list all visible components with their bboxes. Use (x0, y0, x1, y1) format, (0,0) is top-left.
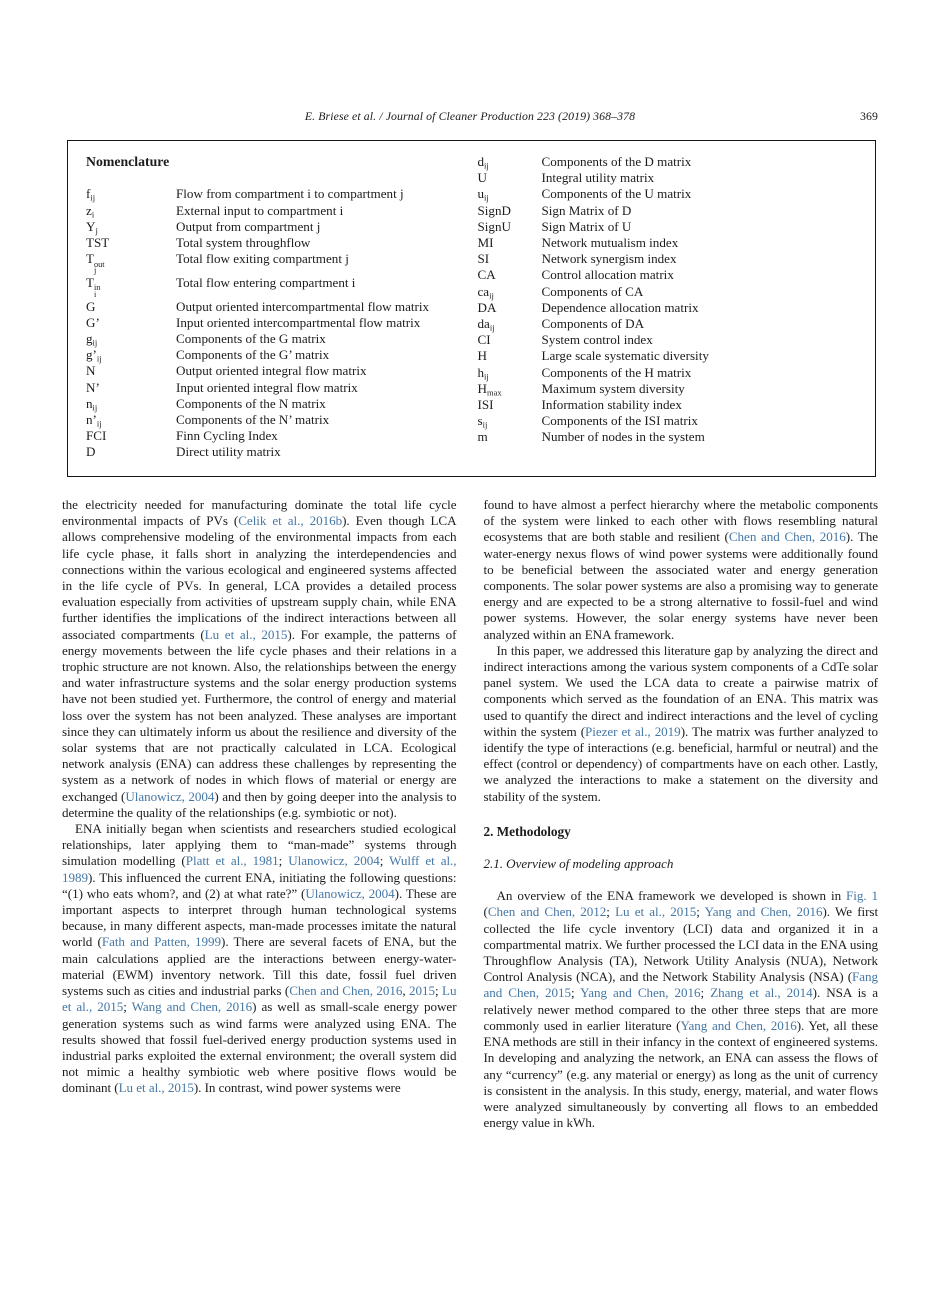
citation-link[interactable]: Platt et al., 1981 (185, 853, 279, 869)
symbol: $d_{ij}$ (477, 154, 489, 171)
citation-link[interactable]: Fig. 1 (846, 888, 879, 904)
definition: Total flow entering compartment i (176, 274, 356, 290)
nomenclature-entry (86, 186, 466, 202)
nomenclature-entry (478, 332, 858, 348)
citation-link[interactable]: Celik et al., 2016b (238, 513, 343, 529)
nomenclature-entry (478, 284, 858, 300)
nomenclature-entry (478, 235, 858, 251)
symbol: m (477, 429, 488, 445)
text-run: ; (696, 904, 705, 920)
citation-link[interactable]: Yang and Chen, 2016 (580, 985, 701, 1001)
definition: Input oriented integral flow matrix (176, 379, 358, 395)
citation-link[interactable]: Wulff et al., 1989 (62, 853, 457, 885)
symbol: CA (477, 267, 496, 283)
symbol: $H_{max}$ (477, 380, 502, 398)
definition: Integral utility matrix (541, 170, 655, 186)
text-run: ; (123, 999, 132, 1015)
definition: Dependence allocation matrix (541, 299, 699, 315)
citation-link[interactable]: Yang and Chen, 2016 (704, 904, 823, 920)
symbol: DA (477, 299, 497, 315)
symbol: $ca_{ij}$ (477, 283, 494, 301)
symbol: $z_i$ (86, 202, 95, 220)
paragraph (62, 497, 457, 821)
nomenclature-entry (86, 235, 466, 251)
definition: External input to compartment i (176, 202, 344, 218)
definition: Components of DA (541, 316, 645, 332)
text-run: ). We first collected the life cycle inventory (LCI) data and organized it in a compartmental matrix. We further processed the LCI data in the ENA using Throughflow Analysis (TA), Network Utility Analysis (NUA), Network Control Analysis (NCA), and the Network Stability Analysis (NSA) ( (483, 904, 879, 985)
text-run: An overview of the ENA framework we developed is shown in (496, 888, 847, 904)
definition: Components of the H matrix (541, 364, 692, 380)
nomenclature-entry (478, 203, 858, 219)
definition: Components of the N matrix (176, 395, 326, 411)
text-run: ; (379, 853, 390, 869)
running-header (62, 109, 878, 124)
spacer (86, 170, 466, 186)
nomenclature-entry (86, 363, 466, 379)
nomenclature-entry (478, 219, 858, 235)
body-text (62, 497, 878, 1131)
nomenclature-entry (478, 300, 858, 316)
citation-link[interactable]: Fath and Patten, 1999 (101, 934, 222, 950)
nomenclature-entry (86, 275, 466, 299)
citation-link[interactable]: Ulanowicz, 2004 (288, 853, 380, 869)
symbol: SignU (477, 218, 511, 234)
text-run: , (402, 983, 410, 999)
text-run: In this paper, we addressed this literature gap by analyzing the direct and indirect interactions among the various system components of a CdTe solar panel system. We used the LCA data to create a pairwise matrix of components which served as the foundation of an ENA. This matrix was used to quantify the direct and indirect interactions and the level of cycling within the system ( (483, 642, 878, 739)
page-number: 369 (860, 109, 878, 123)
text-run: ENA initially began when scientists and researchers studied ecological relationships, later applying them to “man-made” systems through simulation modelling ( (62, 821, 457, 869)
symbol: H (477, 348, 487, 364)
definition: Sign Matrix of D (541, 202, 632, 218)
text-run: ( (483, 904, 488, 920)
text-run: ). NSA is a relatively newer method compared to the other three steps that are more commonly used in earlier literature ( (483, 985, 879, 1033)
definition: Input oriented intercompartmental flow matrix (176, 314, 421, 330)
nomenclature-left-column (86, 154, 466, 461)
text-run: found to have almost a perfect hierarchy where the metabolic components of the system were linked to each other with flows resembling natural ecosystems that are both stable and resilient ( (483, 497, 878, 545)
nomenclature-title: Nomenclature (86, 154, 170, 169)
definition: Information stability index (541, 397, 682, 413)
definition: Components of the ISI matrix (541, 413, 698, 429)
definition: Components of the G’ matrix (176, 347, 330, 363)
symbol: $da_{ij}$ (477, 316, 495, 333)
nomenclature-entry (478, 429, 858, 445)
symbol: ISI (477, 397, 494, 413)
nomenclature-entry (86, 331, 466, 347)
left-column (62, 497, 457, 1131)
definition: Sign Matrix of U (541, 218, 632, 234)
citation-link[interactable]: Zhang et al., 2014 (710, 985, 813, 1001)
definition: Components of CA (541, 283, 644, 299)
citation-link[interactable]: Chen and Chen, 2016 (289, 983, 403, 999)
citation-link[interactable]: Chen and Chen, 2012 (487, 904, 607, 920)
definition: Large scale systematic diversity (541, 348, 709, 364)
citation-link[interactable]: Fang and Chen, 2015 (483, 969, 878, 1001)
nomenclature-entry (86, 315, 466, 331)
nomenclature-entry (86, 396, 466, 412)
citation-link[interactable]: Chen and Chen, 2016 (728, 529, 846, 545)
text-run: ). The water-energy nexus flows of wind power systems were additionally found to be beneficial between the associated water and energy generation components. The solar power systems are also a promising way to generate energy and are expected to be a strong alternative to fossil-fuel and wind power systems. However, the solar energy systems have never been analyzed within an ENA framework. (483, 529, 878, 642)
right-column (484, 497, 879, 1131)
text-run: ; (606, 904, 616, 920)
symbol: SignD (477, 202, 511, 218)
definition: Network synergism index (541, 251, 677, 267)
citation-link[interactable]: Lu et al., 2015 (615, 904, 697, 920)
text-run: ; (571, 985, 581, 1001)
symbol: FCI (86, 428, 107, 444)
definition: Maximum system diversity (541, 380, 685, 396)
citation-link[interactable]: Ulanowicz, 2004 (305, 885, 395, 901)
paragraph (62, 821, 457, 1096)
definition: Direct utility matrix (176, 444, 281, 460)
symbol: TST (86, 235, 110, 250)
nomenclature-entry (478, 186, 858, 202)
text-run: the electricity needed for manufacturing dominate the total life cycle environmental impacts of PVs ( (62, 497, 457, 529)
definition: Output oriented intercompartmental flow matrix (176, 298, 430, 314)
definition: Components of the D matrix (541, 154, 692, 169)
symbol: $h_{ij}$ (477, 364, 489, 382)
symbol: $u_{ij}$ (477, 186, 489, 203)
definition: Components of the N’ matrix (176, 412, 330, 427)
citation-link[interactable]: Lu et al., 2015 (118, 1080, 194, 1096)
symbol: T out j (86, 251, 105, 276)
text-run: ). The matrix was further analyzed to identify the type of interactions (e.g. beneficial, harmful or neutral) and the effect (control or dependency) of compartments have on each other. Lastly, we analyzed the interactions to make a statement on the diversity and stability of the system. (483, 723, 878, 804)
text-run: ). Yet, all these ENA methods are still in their infancy in the context of engineered systems. In developing and analyzing the network, an ENA can assess the flows of any “currency” (e.g. any material or energy) as long as the unit of currency is consistent in the analysis. In this study, energy, material, and water flows were analyzed simultaneously by converting all flows to an embedded energy value in kWh. (483, 1017, 878, 1131)
definition: Total system throughflow (176, 235, 311, 250)
symbol: $g_{ij}$ (86, 330, 98, 348)
nomenclature-entry (478, 267, 858, 283)
nomenclature-entry (478, 251, 858, 267)
citation-link[interactable]: Yang and Chen, 2016 (680, 1017, 797, 1033)
symbol: SI (477, 251, 490, 267)
text-run: ; (278, 853, 289, 869)
definition: Network mutualism index (541, 235, 679, 251)
nomenclature-right-column (478, 154, 858, 461)
symbol: $n’_{ij}$ (86, 412, 102, 429)
text-run: ). There are several facets of ENA, but the main calculations applied are the interactions between energy-water-material (EWM) inventory network. Till this date, fossil fuel driven systems such as cities and industrial parks ( (62, 934, 457, 999)
nomenclature-entries-right (478, 154, 858, 446)
definition: Flow from compartment i to compartment j (176, 186, 404, 202)
running-title: E. Briese et al. / Journal of Cleaner Production 223 (2019) 368–378 (304, 109, 636, 123)
definition: System control index (541, 332, 653, 348)
citation-link[interactable]: 2015 (409, 983, 436, 999)
definition: Number of nodes in the system (541, 429, 705, 445)
symbol: U (477, 170, 487, 186)
symbol: $f_{ij}$ (86, 186, 96, 203)
nomenclature-entry (478, 365, 858, 381)
text-run: ). Even though LCA allows comprehensive modeling of the environmental impacts from each life cycle phase, it falls short in analyzing the interdependencies and connections within the various ecological and engineered systems affected in the life cycle of PVs. In general, LCA provides a detailed process evaluation especially from activities of upstream supply chain, while ENA further identifies the implications of the indirect interactions between all associated compartments ( (62, 513, 457, 642)
nomenclature-entry (478, 413, 858, 429)
nomenclature-entry (86, 412, 466, 428)
nomenclature-entry (86, 444, 466, 460)
definition: Finn Cycling Index (176, 428, 278, 444)
symbol: MI (477, 235, 494, 251)
definition: Output from compartment j (176, 218, 321, 234)
text-run: ) as well as small-scale energy power generation systems such as wind farms were analyzed using ENA. The results showed that fossil fuel-derived energy production systems used in industrial parks exploited the external environment; the overall system did not mimic a healthy symbiotic web where positive flows would be dominant ( (62, 999, 457, 1096)
section-heading-methodology: 2. Methodology (483, 823, 571, 839)
text-run: ; (700, 985, 711, 1001)
nomenclature-entry (86, 299, 466, 315)
nomenclature-entry (478, 397, 858, 413)
definition: Control allocation matrix (541, 267, 674, 283)
symbol: D (86, 444, 96, 460)
nomenclature-entry (86, 428, 466, 444)
paragraph (484, 497, 879, 643)
definition: Components of the U matrix (541, 186, 692, 202)
paragraph (484, 643, 879, 805)
nomenclature-entry (86, 219, 466, 235)
symbol: CI (477, 332, 491, 348)
citation-link[interactable]: Lu et al., 2015 (204, 626, 288, 642)
paragraph (484, 888, 879, 1131)
symbol: T in i (86, 274, 101, 299)
definition: Output oriented integral flow matrix (176, 363, 367, 379)
symbol: G’ (86, 314, 100, 330)
nomenclature-entry (86, 251, 466, 275)
nomenclature-entry (86, 380, 466, 396)
text-run: ). For example, the patterns of energy movements between the life cycle phases and their relations in a trophic structure are not known. Also, the relationships between the energy and water infrastructure systems and the solar energy production systems have not been studied yet. Furthermore, the control of energy and material loss over the system has not been analyzed. These analyses are important since they can ultimately inform us about the resilience and diversity of the solar systems that are not practically calculated in LCA. Ecological network analysis (ENA) can address these challenges by representing the system as a network of nodes in which flows of material or energy are exchanged ( (62, 626, 457, 804)
nomenclature-entry (478, 316, 858, 332)
symbol: N (86, 363, 96, 379)
symbol: $s_{ij}$ (477, 413, 488, 430)
text-run: ). These are important aspects to interpret through human technological systems because, in many different aspects, man-made processes imitate the natural world ( (62, 885, 457, 950)
symbol: $g’_{ij}$ (86, 347, 102, 364)
symbol: $n_{ij}$ (86, 395, 98, 413)
nomenclature-entry (478, 381, 858, 397)
nomenclature-entry (86, 203, 466, 219)
citation-link[interactable]: Wang and Chen, 2016 (131, 999, 253, 1015)
subsection-heading-overview: 2.1. Overview of modeling approach (483, 856, 674, 872)
text-run: ) and then by going deeper into the analysis to determine the quality of the relationships (e.g. symbiotic or not). (62, 788, 457, 820)
text-run: ; (435, 983, 443, 999)
symbol: G (86, 298, 96, 314)
nomenclature-entry (478, 170, 858, 186)
definition: Components of the G matrix (176, 330, 326, 346)
nomenclature-box (67, 140, 876, 477)
citation-link[interactable]: Piezer et al., 2019 (585, 723, 681, 739)
nomenclature-entries-left (86, 186, 466, 460)
nomenclature-entry (478, 348, 858, 364)
definition: Total flow exiting compartment j (176, 251, 349, 267)
text-run: ). In contrast, wind power systems were (193, 1080, 401, 1096)
symbol: $Y_j$ (86, 218, 98, 236)
citation-link[interactable]: Ulanowicz, 2004 (125, 788, 215, 804)
citation-link[interactable]: Lu et al., 2015 (62, 983, 457, 1015)
nomenclature-entry (86, 347, 466, 363)
symbol: N’ (86, 379, 100, 395)
text-run: ). This influenced the current ENA, initiating the following questions: “(1) who eats whom?, and (2) at what rate?” ( (62, 869, 457, 901)
nomenclature-entry (478, 154, 858, 170)
